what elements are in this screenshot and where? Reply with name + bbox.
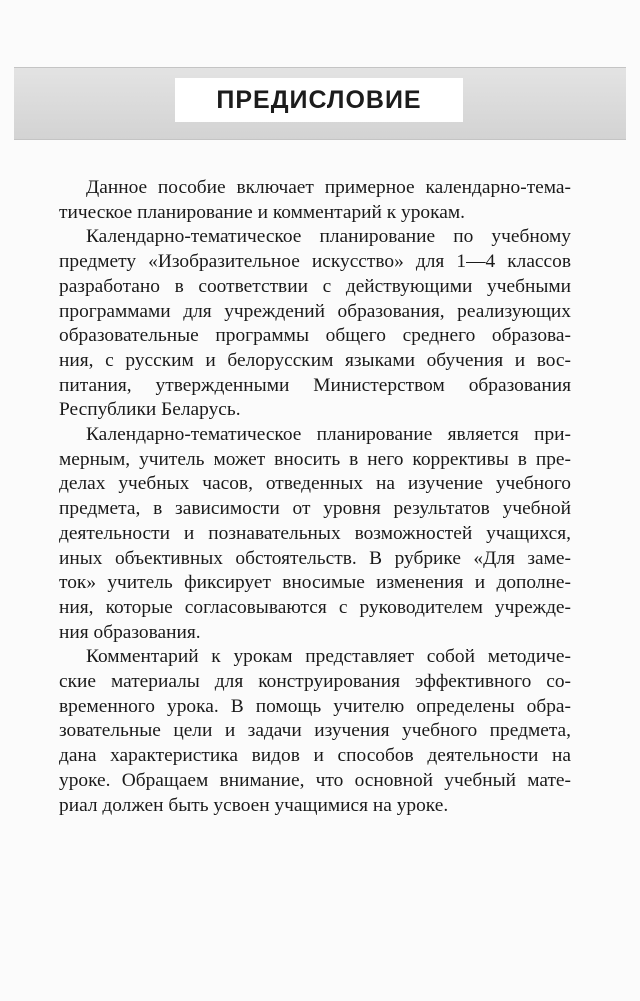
text-line: ния, с русским и белорусским языками обучения и вос- (59, 349, 571, 371)
text-line: Календарно-тематическое планирование является при- (86, 424, 571, 446)
text-line: дана характеристика видов и способов деятельности на (59, 745, 571, 767)
page-title: ПРЕДИСЛОВИЕ (216, 85, 422, 114)
text-line: зовательные цели и задачи изучения учебного предмета, (59, 720, 571, 742)
body-text (59, 176, 571, 818)
text-line: риал должен быть усвоен учащимися на уроке. (59, 794, 449, 816)
text-line: предмета, в зависимости от уровня результатов учебной (59, 498, 571, 520)
text-line: питания, утвержденными Министерством образования (59, 374, 571, 396)
text-line: ния образования. (59, 621, 201, 643)
paragraph-2 (59, 225, 571, 423)
text-line: ния, которые согласовываются с руководителем учрежде- (59, 596, 571, 618)
text-line: Данное пособие включает примерное календарно-тема- (86, 177, 571, 198)
text-line: образовательные программы общего среднего образова- (59, 325, 571, 347)
text-line: программами для учреждений образования, реализующих (59, 300, 571, 322)
paragraph-1 (59, 176, 571, 225)
text-line: предмету «Изобразительное искусство» для 1—4 классов (59, 251, 571, 273)
paragraph-4 (59, 645, 571, 818)
text-line: временного урока. В помощь учителю определены обра- (59, 695, 571, 717)
paragraph-3 (59, 423, 571, 645)
text-line: деятельности и познавательных возможностей учащихся, (59, 522, 571, 544)
text-line: Республики Беларусь. (59, 399, 241, 421)
text-line: Календарно-тематическое планирование по учебному (86, 226, 571, 248)
text-line: иных объективных обстоятельств. В рубрике «Для заме- (59, 547, 571, 569)
text-line: ток» учитель фиксирует вносимые изменения и дополне- (59, 572, 571, 594)
text-line: Комментарий к урокам представляет собой методиче- (86, 646, 571, 668)
text-line: делах учебных часов, отведенных на изучение учебного (59, 473, 571, 495)
text-line: мерным, учитель может вносить в него коррективы в пре- (59, 448, 571, 470)
text-line: тическое планирование и комментарий к урокам. (59, 201, 465, 223)
text-line: разработано в соответствии с действующими учебными (59, 275, 571, 297)
text-line: ские материалы для конструирования эффективного со- (59, 671, 571, 693)
text-line: уроке. Обращаем внимание, что основной учебный мате- (59, 769, 571, 791)
title-box (175, 78, 463, 122)
